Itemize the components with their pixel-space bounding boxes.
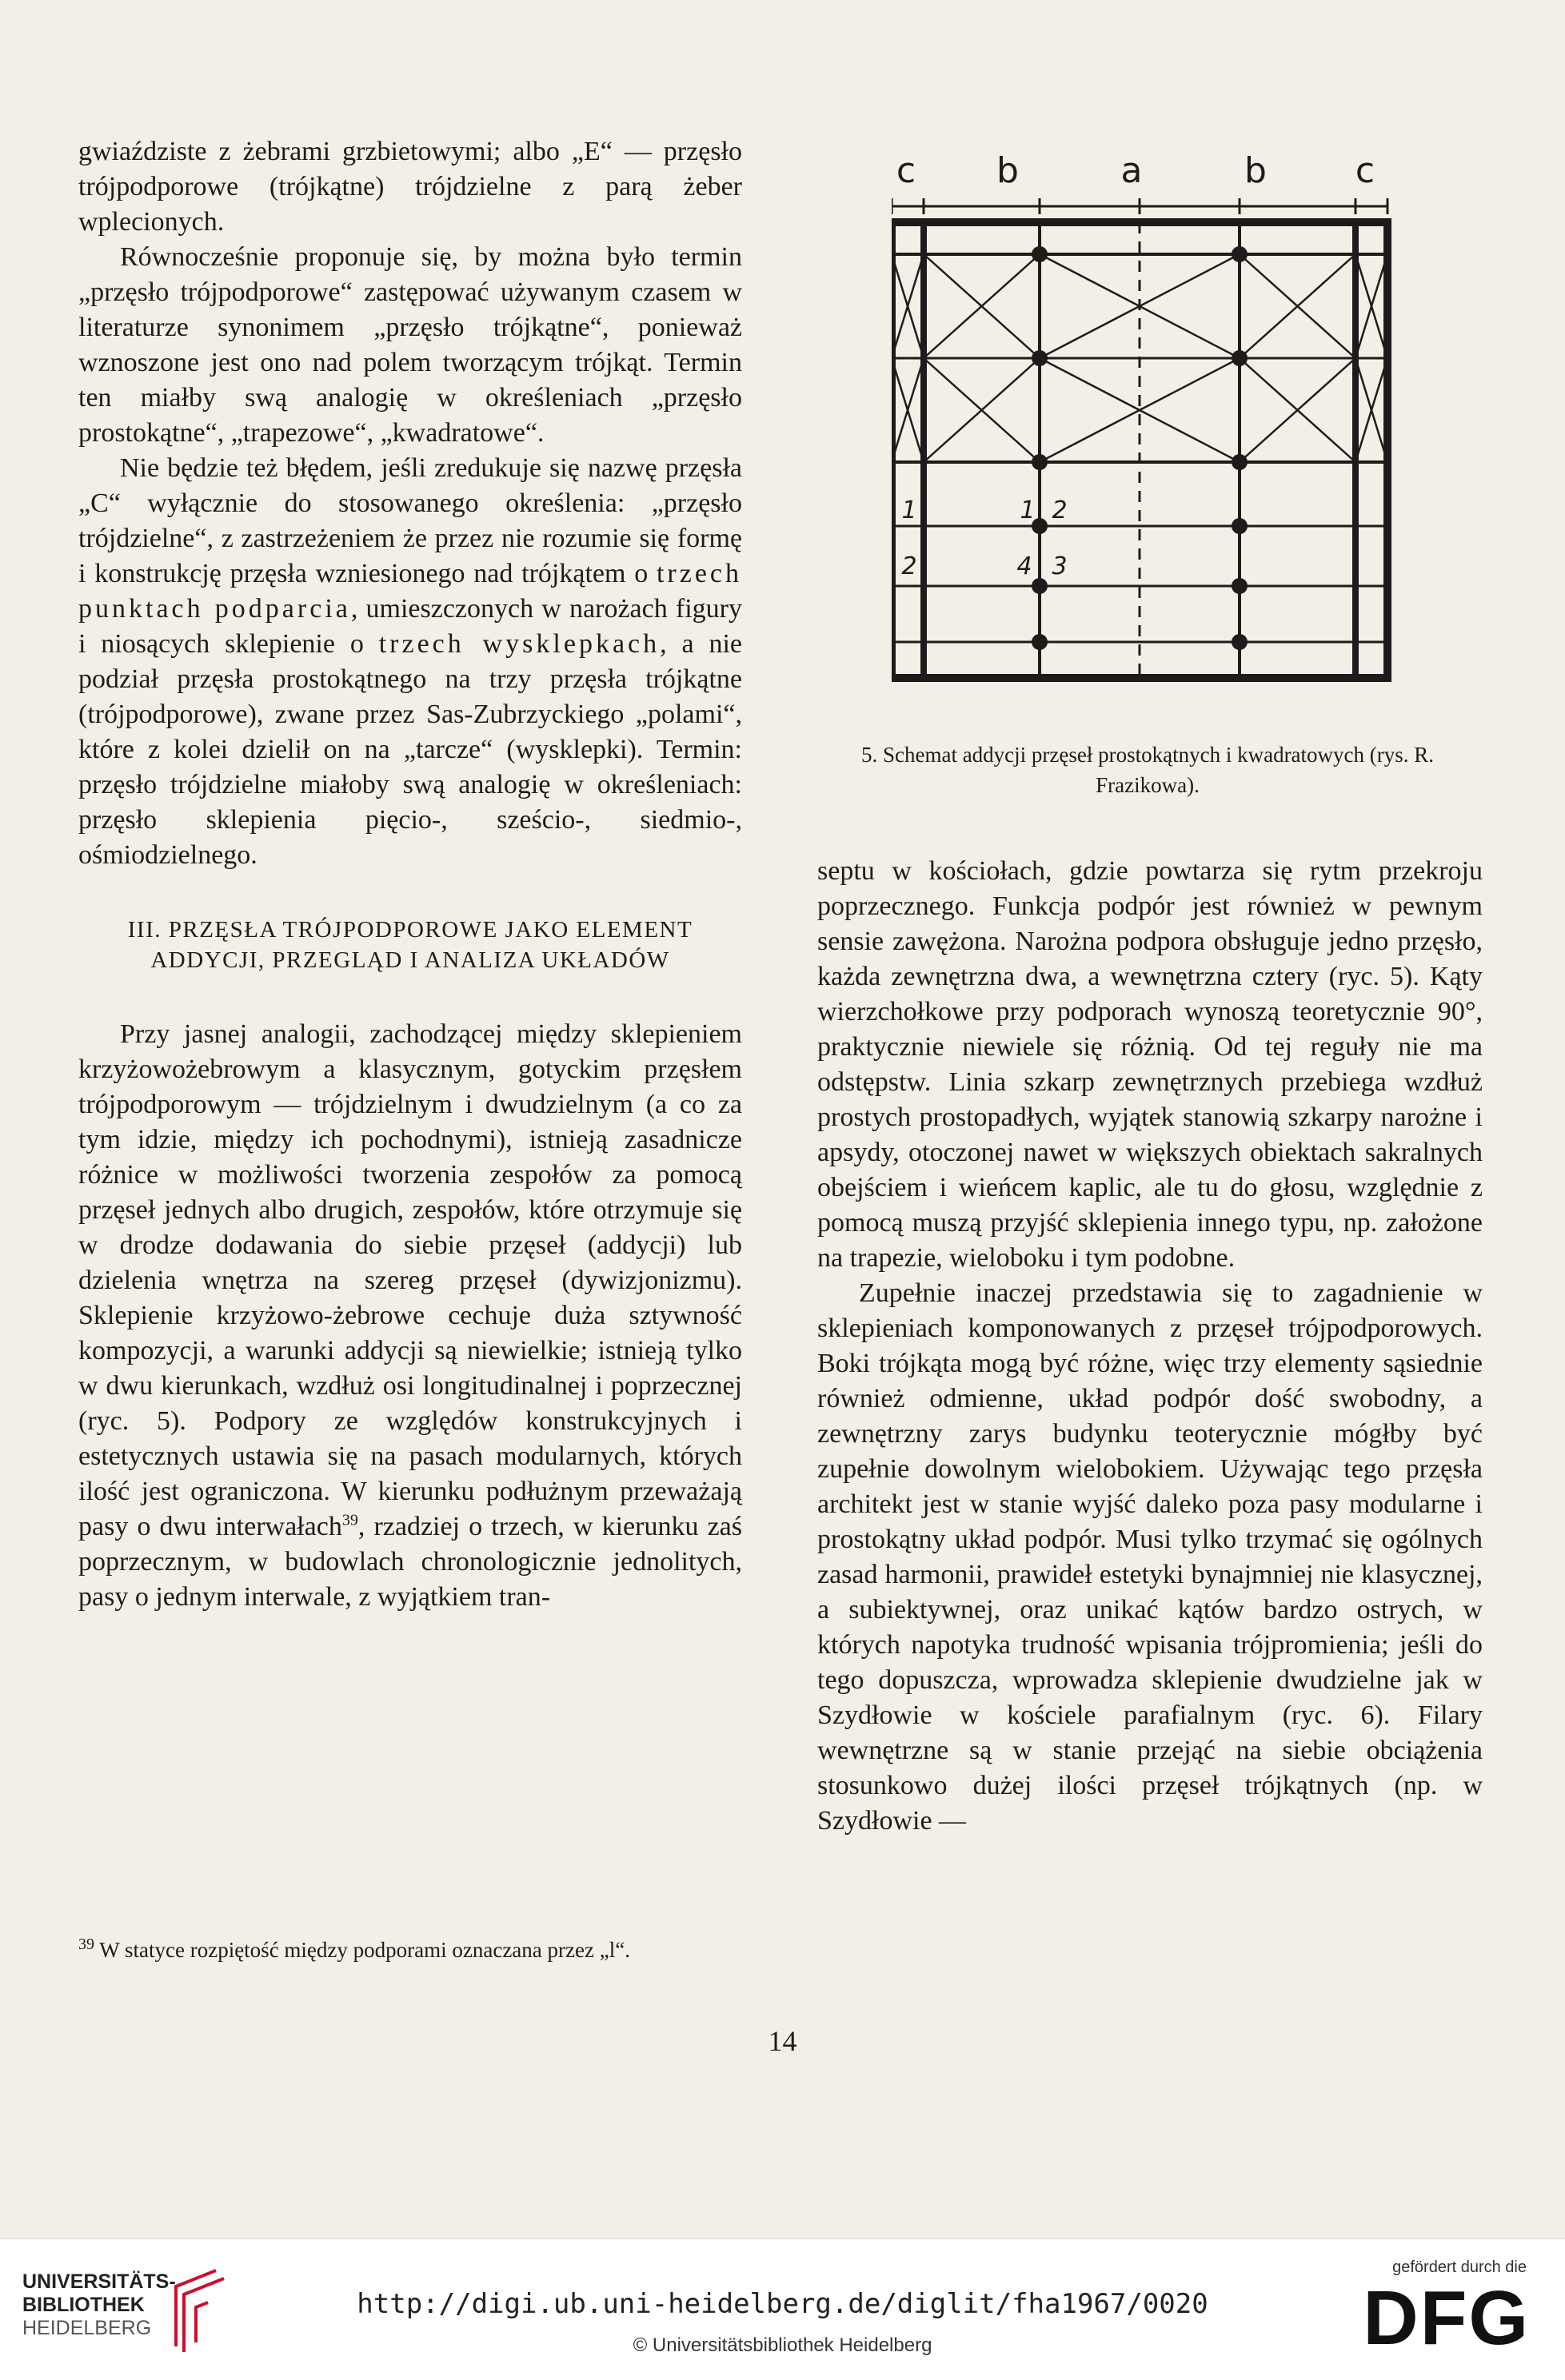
spaced-term: trzech punktach podparcia: [78, 559, 742, 624]
paragraph: [78, 1017, 742, 1615]
spaced-term: trzech wysklepkach: [378, 629, 661, 659]
heading-line: ADDYCJI, PRZEGLĄD I ANALIZA UKŁADÓW: [150, 947, 670, 973]
figure-label-b: b: [996, 150, 1019, 191]
footnote-ref: 39: [341, 1511, 358, 1529]
library-name-line: BIBLIOTHEK: [22, 2294, 145, 2316]
dfg-logo[interactable]: DFG: [1363, 2275, 1530, 2361]
library-name-line: UNIVERSITÄTS-: [22, 2270, 176, 2293]
figure-number: 2: [1052, 496, 1068, 524]
left-column: [78, 134, 742, 1615]
text-run: Nie będzie też błędem, jeśli zredukuje się nazwę przęsła „C“ wyłącznie do stosowanego określenia: „przęsło trójdzielne“, z zastrzeżeniem że przez nie rozumie się formę i konstrukcję przęsła wzniesionego nad trójkątem o: [78, 453, 742, 588]
figure-number: 4: [1016, 552, 1032, 580]
figure-label-c: c: [1355, 150, 1375, 191]
section-heading: [78, 915, 742, 975]
vault-addition-diagram: [892, 150, 1403, 718]
footnote-text: W statyce rozpiętość między podporami oznaczana przez „l“.: [94, 1938, 630, 1962]
paragraph: Zupełnie inaczej przedstawia się to zagadnienie w sklepieniach komponowanych z przęseł trójpodporowych. Boki trójkąta mogą być różne, więc trzy elementy sąsiednie również odmienne, układ podpór dość swobodny, a zewnętrzny zarys budynku teoterycznie mógłby być zupełnie dowolnym wielobokiem. Używając tego przęsła architekt jest w stanie wyjść daleko poza pasy modularne i prostokątny układ podpór. Musi tylko trzymać się ogólnych zasad harmonii, prawideł estetyki bynajmniej nie klasycznej, a subiektywnej, oraz unikać kątów bardzo ostrych, w których napotyka trudność wpisania trójpromienia; jeśli do tego dopuszcza, wprowadza sklepienie dwudzielne jak w Szydłowie w kościele parafialnym (ryc. 6). Filary wewnętrzne są w stanie przejąć na siebie obciążenia stosunkowo dużej ilości przęseł trójkątnych (np. w Szydłowie —: [817, 1278, 1483, 1836]
paragraph: [78, 451, 742, 873]
paragraph: septu w kościołach, gdzie powtarza się rytm przekroju poprzecznego. Funkcja podpór jest również w pewnym sensie zawężona. Narożna podpora obsługuje jedno przęsło, każda zewnętrzna dwa, a wewnętrzna cztery (ryc. 5). Kąty wierzchołkowe przy podporach wynoszą teoretycznie 90°, praktycznie niewiele się różnią. Od tej reguły nie ma odstępstw. Linia szkarp zewnętrznych przebiega wzdłuż prostych prostopadłych, wyjątek stanowią szkarpy narożne i apsydy, otoczonej nawet w większych obiektach sakralnych obejściem i wieńcem kaplic, ale tu do głosu, względnie z pomocą muszą przyjść sklepienia innego typu, np. założone na trapezie, wieloboku i tym podobne.: [817, 856, 1483, 1273]
permalink-url[interactable]: http://digi.ub.uni-heidelberg.de/diglit/fha1967/0020: [357, 2288, 1208, 2320]
figure-label-a: a: [1120, 150, 1143, 191]
figure-caption: 5. Schemat addycji przęseł prostokątnych i kwadratowych (rys. R. Frazikowa).: [860, 743, 1435, 797]
figure-number: 1: [901, 496, 917, 524]
copyright-text: © Universitätsbibliothek Heidelberg: [633, 2334, 932, 2356]
heading-line: III. PRZĘSŁA TRÓJPODPOROWE JAKO ELEMENT: [127, 917, 693, 943]
footnote-number: 39: [78, 1935, 94, 1953]
paragraph: gwiaździste z żebrami grzbietowymi; albo „E“ — przęsło trójpodporowe (trójkątne) trójdzielne z parą żeber wplecionych.: [78, 137, 742, 237]
figure-number: 2: [901, 552, 917, 580]
right-column: [817, 854, 1483, 1839]
figure-label-b: b: [1244, 150, 1267, 191]
text-run: , a nie podział przęsła prostokątnego na trzy przęsła trójkątne (trójpodporowe), zwane przez Sas-Zubrzyckiego „polami“, które z kolei dzielił on na „tarcze“ (wysklepki). Termin: przęsło trójdzielne miałoby swą analogię w określeniach: przęsło sklepienia pięcio-, sześcio-, siedmio-, ośmiodzielnego.: [78, 629, 743, 870]
text-run: , rzadziej o trzech, w kierunku zaś poprzecznym, w budowlach chronologicznie jednolitych, pasy o jednym interwale, z wyjątkiem tran-: [78, 1512, 742, 1612]
footnote: [78, 1935, 742, 1965]
text-run: , umieszczonych w narożach figury i niosących sklepienie o: [78, 594, 742, 659]
page-number: 14: [768, 2025, 797, 2057]
figure-number: 3: [1052, 552, 1068, 580]
figure-label-c: c: [896, 150, 916, 191]
library-name-line: HEIDELBERG: [22, 2317, 152, 2339]
text-run: Przy jasnej analogii, zachodzącej między sklepieniem krzyżowożebrowym a klasycznym, gotyckim przęsłem trójpodporowym — trójdzielnym i dwudzielnym (a co za tym idzie, między ich pochodnymi), istnieją zasadnicze różnice w możliwości tworzenia zespołów za pomocą przęseł jednych albo drugich, zespołów, które otrzymuje się w drodze dodawania do siebie przęseł (addycji) lub dzielenia wnętrza na szereg przęseł (dywizjonizmu). Sklepienie krzyżowo-żebrowe cechuje duża sztywność kompozycji, a warunki addycji są niewielkie; istnieją tylko w dwu kierunkach, wzdłuż osi longitudinalnej i poprzecznej (ryc. 5). Podpory ze względów konstrukcyjnych i estetycznych ustawia się na pasach modularnych, których ilość jest ograniczona. W kierunku podłużnym przeważają pasy o dwu interwałach: [78, 1019, 742, 1541]
paragraph: Równocześnie proponuje się, by można było termin „przęsło trójpodporowe“ zastępować używanym czasem w literaturze synonimem „przęsło trójkątne“, ponieważ wznoszone jest ono nad polem tworzącym trójkąt. Termin ten miałby swą analogię w określeniach „przęsło prostokątne“, „trapezowe“, „kwadratowe“.: [78, 242, 742, 448]
figure-number: 1: [1020, 496, 1036, 524]
funding-label: gefördert durch die: [1392, 2258, 1527, 2276]
